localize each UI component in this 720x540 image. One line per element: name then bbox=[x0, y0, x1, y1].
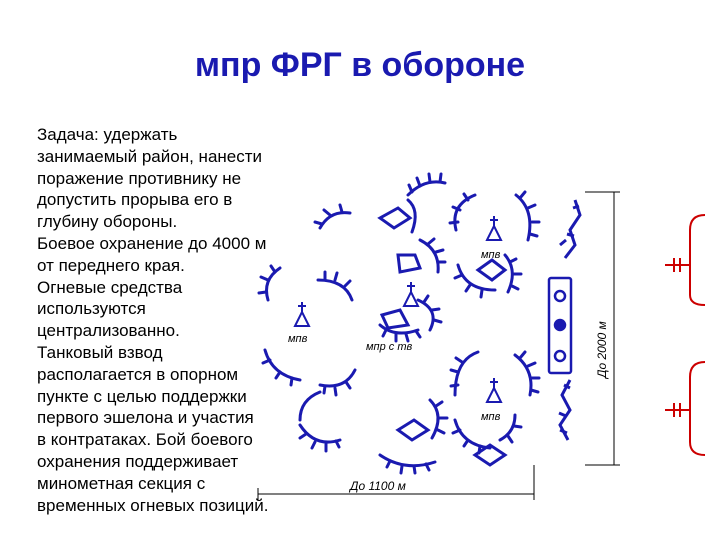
trench-arc bbox=[455, 195, 475, 230]
trench-arc bbox=[418, 300, 433, 330]
command-post-triangle bbox=[487, 226, 501, 240]
outpost-line bbox=[565, 200, 580, 258]
trench-arc bbox=[300, 392, 320, 420]
trench-arc bbox=[320, 370, 355, 386]
unit-label-mpv: мпв bbox=[481, 411, 501, 423]
trench-arc bbox=[320, 213, 350, 228]
task-description: Задача: удержать занимаемый район, нанести поражение противнику не допустить прорыва его в глубину обороны. Боевое охранение до 4000 м от переднего края. Огневые средства используются централизованно. Танковый взвод располагается в опорном пункте с целью поддержки первого эшелона и участия в контратаках. Бой боевого охранения поддерживает минометная секция с временных огневых позиций. bbox=[37, 125, 269, 515]
trench-arc bbox=[455, 420, 490, 448]
forward-security-bracket bbox=[690, 362, 705, 455]
unit-label-mpv: мпв bbox=[481, 249, 501, 261]
mortar-icon bbox=[555, 351, 565, 361]
squad-position bbox=[398, 420, 428, 440]
squad-position bbox=[478, 260, 505, 280]
unit-label-mpv: мпв bbox=[288, 333, 308, 345]
mortar-icon bbox=[555, 291, 565, 301]
width-distance-label: До 1100 м bbox=[350, 479, 406, 493]
trench-arc bbox=[408, 182, 445, 195]
depth-distance-label: До 2000 м bbox=[595, 321, 609, 378]
mortar-icon bbox=[555, 320, 565, 330]
squad-position bbox=[380, 208, 410, 228]
trench-arc bbox=[265, 350, 300, 380]
forward-security-bracket bbox=[690, 215, 705, 305]
page-title: мпр ФРГ в обороне bbox=[194, 46, 526, 84]
trench-arc bbox=[515, 355, 531, 395]
squad-position bbox=[382, 310, 408, 328]
trench-arc bbox=[267, 268, 281, 300]
squad-position bbox=[398, 255, 420, 272]
trench-arc bbox=[516, 195, 530, 240]
command-post-triangle bbox=[404, 292, 418, 306]
unit-label-mpr: мпр с тв bbox=[366, 341, 413, 353]
command-post-triangle bbox=[295, 312, 309, 326]
command-post-triangle bbox=[487, 388, 501, 402]
